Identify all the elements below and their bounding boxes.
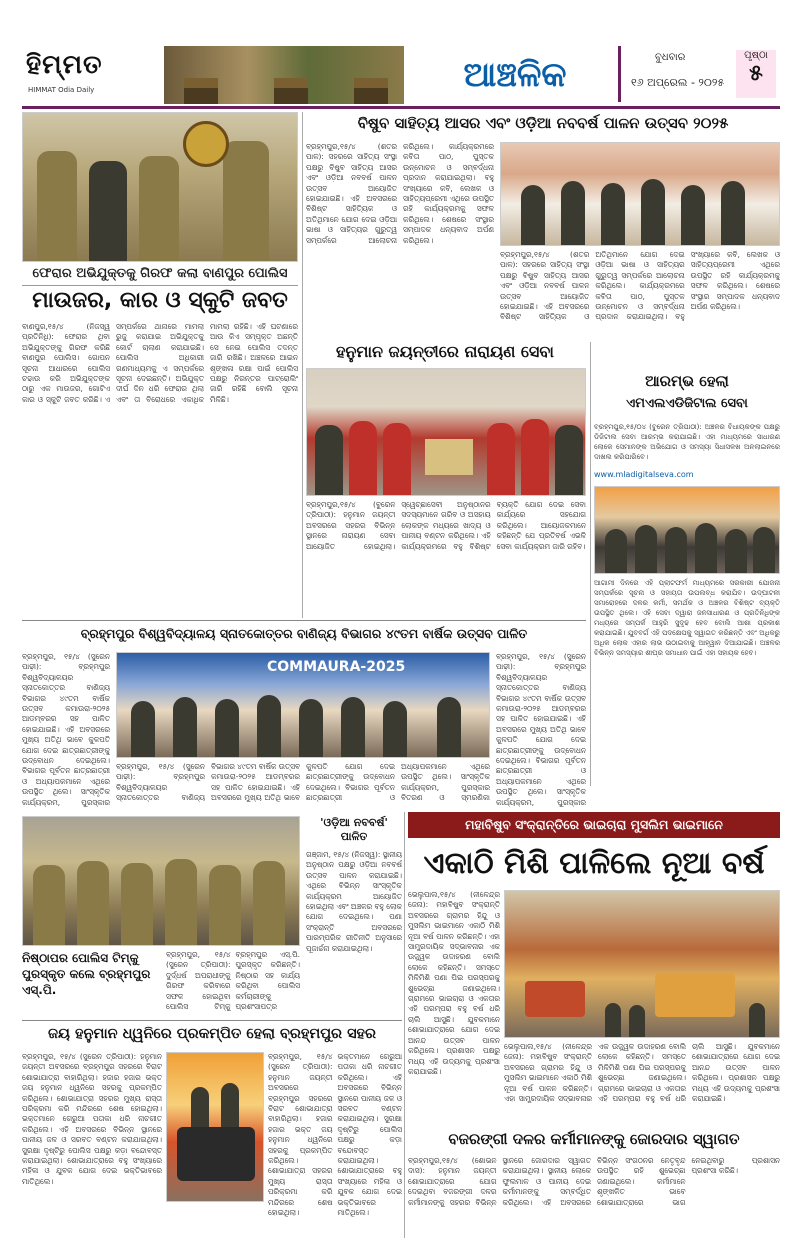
column-divider [590, 342, 591, 786]
person-figure [641, 179, 665, 245]
person-figure [341, 697, 365, 757]
police-body: ବାଣପୁର,୧୫/୪ (ନିଜସ୍ୱ ପ୍ରତିନିଧି): ଫେରାର ଥିବା ଅଭିଯୁକ୍ତଙ୍କୁ ଗିରଫ କରିଛି ବାଣପୁର ପୋଲିସ। ଗୋପନ ସୂଚନା ଆଧାରରେ ପୋଲିସ ଚଢାଉ କରି ଅଭିଯୁକ୍ତଙ୍କ ଠାରୁ ଏକ ମାଉଜର, ଗୋଟିଏ କାର ଓ ସ୍କୁଟି ଜବତ କରିଛି। ଏ ସମ୍ପର୍କରେ ଥାନାରେ ମାମଲା ରୁଜୁ କରାଯାଇ ଅଭିଯୁକ୍ତକୁ କୋର୍ଟ ଚାଲାଣ କରାଯାଇଛି। ପୋଲିସ ଅଧିକାରୀ ଗଣମାଧ୍ୟମକୁ ଏ ସମ୍ପର୍କରେ ସୂଚନା ଦେଇଛନ୍ତି। ଅଭିଯୁକ୍ତ ଦୀର୍ଘ ଦିନ ଧରି ଫେରାର ଥିଲା ଏବଂ ତା ବିରୋଧରେ ଏକାଧିକ ମାମଲା ରହିଛି। ଏହି ଘଟଣାରେ ଆଉ କିଏ ସମ୍ପୃକ୍ତ ଅଛନ୍ତି ସେ ନେଇ ପୋଲିସ ତଦନ୍ତ ଜାରି ରଖିଛି। ଅଞ୍ଚଳରେ ଆଇନ ଶୃଙ୍ଖଳା ରକ୍ଷା ପାଇଁ ପୋଲିସ ପକ୍ଷରୁ ନିରନ୍ତର ପାଟ୍ରୋଲିଂ ଜାରି ରହିଛି ବୋଲି ସୂଚନା ମିଳିଛି। [22, 322, 298, 404]
person-figure [695, 523, 717, 573]
person-figure [349, 421, 377, 495]
issue-date: ୧୬ ଅପ୍ରେଲ - ୨୦୨୫ [631, 76, 725, 89]
procession-photo [504, 890, 780, 1038]
person-figure [299, 699, 323, 757]
masthead-village-image [164, 46, 404, 104]
commaura-event-photo [116, 652, 490, 758]
page-number: ୫ [749, 61, 763, 86]
person-figure [555, 425, 583, 495]
hanuman-seva-headline: ହନୁମାନ ଜୟନ୍ତୀରେ ନାରାୟଣ ସେବା [336, 342, 554, 361]
column-divider [404, 812, 405, 1238]
odia-nababarsha-body: ଗଞ୍ଜାମ, ୧୫/୪ (ନିଜସ୍ୱ): ସ୍ଥାନୀୟ ଅନୁଷ୍ଠାନ ପକ୍ଷରୁ ଓଡ଼ିଆ ନବବର୍ଷ ଉତ୍ସବ ପାଳନ କରାଯାଇଛି। ଏଥିରେ ବିଭିନ୍ନ ସାଂସ୍କୃତିକ କାର୍ଯ୍ୟକ୍ରମ ଆୟୋଜିତ ହୋଇଥିଲା ଏବଂ ଅଞ୍ଚଳର ବହୁ ଲୋକ ଯୋଗ ଦେଇଥିଲେ। ପଣା ସଂକ୍ରାନ୍ତି ଅବସରରେ ପାରମ୍ପରିକ ରୀତିନୀତି ଅନୁସାରେ ପୂଜାର୍ଚ୍ଚନା କରାଯାଇଥିଲା। [306, 850, 402, 953]
mla-launch-photo [594, 486, 780, 574]
commaura-headline: ବ୍ରହ୍ମପୁର ବିଶ୍ୱବିଦ୍ୟାଳୟ ସ୍ନାତକୋତ୍ତର ବାଣିଜ୍ୟ ବିଭାଗର ୪୯ତମ ବାର୍ଷିକ ଉତ୍ସବ ପାଳିତ [80, 626, 528, 641]
person-figure [215, 699, 239, 757]
weekday: ବୁଧବାର [655, 52, 686, 63]
police-headline: ମାଉଜର, କାର ଓ ସ୍କୁଟି ଜବତ [32, 288, 288, 313]
person-figure [383, 423, 411, 495]
person-figure [37, 151, 77, 261]
person-figure [89, 161, 127, 261]
date-box [618, 46, 780, 102]
jai-hanuman-body-continued: ବ୍ରହ୍ମପୁର, ୧୫/୪ (ସୁରେନ ତ୍ରିପାଠୀ): ହନୁମାନ ଜୟନ୍ତୀ ଅବସରରେ ବ୍ରହ୍ମପୁର ସହରରେ ବିରାଟ ଶୋଭାଯାତ୍ରା ବାହାରିଥିଲା। ହଜାର ହଜାର ଭକ୍ତ ଜୟ ହନୁମାନ ଧ୍ୱନିରେ ସହରକୁ ପ୍ରକମ୍ପିତ କରିଥିଲେ। ଶୋଭାଯାତ୍ରା ସହରର ମୁଖ୍ୟ ରାସ୍ତା ପରିକ୍ରମା କରି ମନ୍ଦିରରେ ଶେଷ ହୋଇଥିଲା। ଭକ୍ତମାନେ ଗେରୁଆ ପତାକା ଧରି ନାଚଗୀତ କରିଥିଲେ। ଏହି ଅବସରରେ ବିଭିନ୍ନ ସ୍ଥାନରେ ପାନୀୟ ଜଳ ଓ ସରବତ ବଣ୍ଟନ କରାଯାଇଥିଲା। ସୁରକ୍ଷା ଦୃଷ୍ଟିରୁ ପୋଲିସ ପକ୍ଷରୁ କଡ଼ା ବନ୍ଦୋବସ୍ତ କରାଯାଇଥିଲା। ଶୋଭାଯାତ୍ରାରେ ବହୁ ସଂଖ୍ୟାରେ ମହିଳା ଓ ଯୁବକ ଯୋଗ ଦେଇ ଭକ୍ତିଭାବରେ ମାତିଥିଲେ। [268, 1052, 402, 1218]
mla-headline-line2: ଏମଏଲଏଡିଜିଟାଲ ସେବା [626, 396, 748, 411]
person-figure [121, 863, 153, 945]
muslim-story-banner: ମହାବିଷୁବ ସଂକ୍ରାନ୍ତିରେ ଭାଇଚାରା ମୁସଲିମ ଭାଇମାନେ [408, 812, 780, 838]
page-number-box [736, 50, 776, 98]
person-figure [635, 525, 657, 573]
person-figure [191, 1087, 209, 1127]
hut-shape [184, 78, 218, 104]
sahitya-event-photo [500, 142, 780, 246]
person-figure [253, 861, 285, 945]
person-figure [77, 861, 109, 945]
newspaper-logo[interactable] [22, 46, 162, 106]
muslim-story-headline: ଏକାଠି ମିଶି ପାଳିଲେ ନୂଆ ବର୍ଷ [423, 846, 765, 881]
person-figure [629, 1005, 645, 1037]
jai-hanuman-headline: ଜୟ ହନୁମାନ ଧ୍ୱନିରେ ପ୍ରକମ୍ପିତ ହେଲା ବ୍ରହ୍ମପୁର ସହର [48, 1026, 376, 1042]
person-figure [749, 1003, 765, 1037]
chariot-shape [525, 981, 585, 1017]
person-figure [665, 527, 687, 573]
hanuman-seva-body: ବ୍ରହ୍ମପୁର,୧୫/୪ (ବୁରେନ ତ୍ରିପାଠୀ): ହନୁମାନ ଜୟନ୍ତୀ ଅବସରରେ ସହରର ବିଭିନ୍ନ ସ୍ଥାନରେ ନାରାୟଣ ସେବା ଆୟୋଜିତ ହୋଇଥିଲା। ସ୍ୱେଚ୍ଛାସେବୀ ଅନୁଷ୍ଠାନର ସଦସ୍ୟମାନେ ଗରିବ ଓ ଅସହାୟ ଲୋକଙ୍କ ମଧ୍ୟରେ ଖାଦ୍ୟ ଓ ପାନୀୟ ବଣ୍ଟନ କରିଥିଲେ। ଏହି କାର୍ଯ୍ୟକ୍ରମରେ ବହୁ ବିଶିଷ୍ଟ ବ୍ୟକ୍ତି ଯୋଗ ଦେଇ ସେବା କାର୍ଯ୍ୟରେ ସହଯୋଗ କରିଥିଲେ। ଆୟୋଜକମାନେ କହିଛନ୍ତି ଯେ ପ୍ରତିବର୍ଷ ଏଭଳି ସେବା କାର୍ଯ୍ୟକ୍ରମ ଜାରି ରହିବ। [306, 500, 586, 551]
hut-shape [354, 78, 388, 104]
person-figure [223, 141, 269, 261]
mla-website-link[interactable]: www.mladigitalseva.com [594, 470, 694, 479]
bajrangi-body: ବ୍ରହ୍ମପୁର,୧୫/୪ (ଶୋଭନ ଦାସ): ହନୁମାନ ଜୟନ୍ତୀ ଶୋଭାଯାତ୍ରାରେ ଯୋଗ ଦେଇଥିବା ବଜରଙ୍ଗୀ ଦଳର କର୍ମୀମାନଙ୍କୁ ସହରର ବିଭିନ୍ନ ସ୍ଥାନରେ ଜୋରଦାର ସ୍ୱାଗତ କରାଯାଇଥିଲା। ସ୍ଥାନୀୟ ଲୋକେ ଫୁଲମାଳ ଓ ପାନୀୟ ଦେଇ କର୍ମୀମାନଙ୍କୁ ସମ୍ବର୍ଦ୍ଧିତ କରିଥିଲେ। ଏହି ଅବସରରେ ବିଭିନ୍ନ ସଂଗଠନର ନେତୃବୃନ୍ଦ ଉପସ୍ଥିତ ରହି ଶୁଭେଚ୍ଛା ଜଣାଇଥିଲେ। କର୍ମୀମାନେ ଶୃଙ୍ଖଳିତ ଭାବେ ଶୋଭାଯାତ୍ରାରେ ଭାଗ ନେଇଥିବାରୁ ପ୍ରଶାସନ ପ୍ରଶଂସା କରିଛି। [408, 1156, 780, 1207]
mla-body: ବ୍ରହ୍ମପୁର,୧୫/୦୪ (ବୁରେନ ତ୍ରିପାଠୀ): ଅଞ୍ଚଳର ବିଧାୟକଙ୍କ ପକ୍ଷରୁ ଡିଜିଟାଲ ସେବା ଆରମ୍ଭ କରାଯାଇଛି। ଏହା ମାଧ୍ୟମରେ ସାଧାରଣ ଲୋକେ ସେମାନଙ୍କ ଅଭିଯୋଗ ଓ ସମସ୍ୟା ସିଧାସଳଖ ଅନଲାଇନରେ ଦାଖଲ କରିପାରିବେ। [594, 423, 780, 461]
person-figure [315, 425, 343, 495]
person-figure [221, 1083, 239, 1127]
logo-text: ହିମ୍ମତ [26, 50, 103, 80]
sahitya-headline: ବିଷୁବ ସାହିତ୍ୟ ଆସର ଏବଂ ଓଡ଼ିଆ ନବବର୍ଷ ପାଳନ ଉତ୍ସବ ୨୦୨୫ [357, 114, 729, 132]
masthead [0, 0, 800, 110]
person-figure [487, 423, 515, 495]
hut-shape [274, 78, 308, 104]
person-figure [721, 181, 745, 245]
sahitya-body-continued: ବ୍ରହ୍ମପୁର,୧୫/୪ (ଶତର ପାଳ): ସହରରେ ସାହିତ୍ୟ ସଂସ୍ଥା ପକ୍ଷରୁ ବିଷୁବ ସାହିତ୍ୟ ଆସର ଏବଂ ଓଡ଼ିଆ ନବବର୍ଷ ପାଳନ ଉତ୍ସବ ଆୟୋଜିତ ହୋଇଯାଇଛି। ଏହି ଅବସରରେ ବିଶିଷ୍ଟ ସାହିତ୍ୟିକ ଓ ଅତିଥିମାନେ ଯୋଗ ଦେଇ ଓଡ଼ିଆ ଭାଷା ଓ ସାହିତ୍ୟର ଗୁରୁତ୍ୱ ସମ୍ପର୍କରେ ଆଲୋଚନା କରିଥିଲେ। କାର୍ଯ୍ୟକ୍ରମରେ କବିତା ପାଠ, ପୁସ୍ତକ ଉନ୍ମୋଚନ ଓ ସମ୍ବର୍ଦ୍ଧନା ପ୍ରଦାନ କରାଯାଇଥିଲା। ବହୁ ସଂଖ୍ୟାରେ କବି, ଲେଖକ ଓ ସାହିତ୍ୟପ୍ରେମୀ ଏଥିରେ ଉପସ୍ଥିତ ରହି କାର୍ଯ୍ୟକ୍ରମକୁ ସଫଳ କରିଥିଲେ। ଶେଷରେ ସଂସ୍ଥାର ସମ୍ପାଦକ ଧନ୍ୟବାଦ ଅର୍ପଣ କରିଥିଲେ। [500, 250, 780, 322]
page-label: ପୃଷ୍ଠା [744, 50, 768, 61]
divider [22, 620, 586, 621]
person-figure [605, 1003, 621, 1037]
bajrangi-headline: ବଜରଙ୍ଗୀ ଦଳର କର୍ମୀମାନଙ୍କୁ ଜୋରଦାର ସ୍ୱାଗତ [448, 1130, 740, 1148]
muslim-story-body-continued: ଭେଲୁପାଲ,୧୫/୪ (ନୀଳେନ୍ଦ୍ର ଜେନା): ମହାବିଷୁବ ସଂକ୍ରାନ୍ତି ଅବସରରେ ଗ୍ରାମର ହିନ୍ଦୁ ଓ ମୁସଲିମ ଭାଇମାନେ ଏକାଠି ମିଶି ନୂଆ ବର୍ଷ ପାଳନ କରିଛନ୍ତି। ଏହା ସାମ୍ପ୍ରଦାୟିକ ସଦ୍‌ଭାବନାର ଏକ ଉଜ୍ଜ୍ୱଳ ଉଦାହରଣ ବୋଲି ଲୋକେ କହିଛନ୍ତି। ସମସ୍ତେ ମିଳିମିଶି ପଣା ପିଇ ପରସ୍ପରକୁ ଶୁଭେଚ୍ଛା ଜଣାଇଥିଲେ। ଗ୍ରାମରେ ଭାଇଚାରା ଓ ଏକତାର ଏହି ପରମ୍ପରା ବହୁ ବର୍ଷ ଧରି ଚାଲି ଆସୁଛି। ଯୁବକମାନେ ଶୋଭାଯାତ୍ରାରେ ଯୋଗ ଦେଇ ଆନନ୍ଦ ଉତ୍ସବ ପାଳନ କରିଥିଲେ। ପ୍ରଶାସନ ପକ୍ଷରୁ ମଧ୍ୟ ଏହି ଉଦ୍ୟମକୁ ପ୍ରଶଂସା କରାଯାଇଛି। [504, 1042, 780, 1104]
jeep-shape [177, 1127, 255, 1181]
person-figure [601, 183, 625, 245]
police-award-photo [22, 816, 300, 946]
person-figure [33, 865, 65, 945]
sahitya-body: ବ୍ରହ୍ମପୁର,୧୫/୪ (ଶତର ପାଳ): ସହରରେ ସାହିତ୍ୟ ସଂସ୍ଥା ପକ୍ଷରୁ ବିଷୁବ ସାହିତ୍ୟ ଆସର ଏବଂ ଓଡ଼ିଆ ନବବର୍ଷ ପାଳନ ଉତ୍ସବ ଆୟୋଜିତ ହୋଇଯାଇଛି। ଏହି ଅବସରରେ ବିଶିଷ୍ଟ ସାହିତ୍ୟିକ ଓ ଅତିଥିମାନେ ଯୋଗ ଦେଇ ଓଡ଼ିଆ ଭାଷା ଓ ସାହିତ୍ୟର ଗୁରୁତ୍ୱ ସମ୍ପର୍କରେ ଆଲୋଚନା କରିଥିଲେ। କାର୍ଯ୍ୟକ୍ରମରେ କବିତା ପାଠ, ପୁସ୍ତକ ଉନ୍ମୋଚନ ଓ ସମ୍ବର୍ଦ୍ଧନା ପ୍ରଦାନ କରାଯାଇଥିଲା। ବହୁ ସଂଖ୍ୟାରେ କବି, ଲେଖକ ଓ ସାହିତ୍ୟପ୍ରେମୀ ଏଥିରେ ଉପସ୍ଥିତ ରହି କାର୍ଯ୍ୟକ୍ରମକୁ ସଫଳ କରିଥିଲେ। ଶେଷରେ ସଂସ୍ଥାର ସମ୍ପାଦକ ଧନ୍ୟବାଦ ଅର୍ପଣ କରିଥିଲେ। [306, 142, 494, 245]
police-emblem-icon [183, 121, 229, 167]
mla-headline-line1: ଆରମ୍ଭ ହେଲା [645, 372, 729, 390]
auto-rickshaw-shape [425, 439, 473, 475]
commaura-body-continued: ବ୍ରହ୍ମପୁର, ୧୫/୪ (ସୁରେନ ପାଢ଼ୀ): ବ୍ରହ୍ମପୁର ବିଶ୍ୱବିଦ୍ୟାଳୟର ସ୍ନାତକୋତ୍ତର ବାଣିଜ୍ୟ ବିଭାଗର ୪୯ତମ ବାର୍ଷିକ ଉତ୍ସବ କମାଉରା-୨୦୨୫ ଆଡମ୍ବରର ସହ ପାଳିତ ହୋଇଯାଇଛି। ଏହି ଅବସରରେ ମୁଖ୍ୟ ଅତିଥି ଭାବେ କୁଳପତି ଯୋଗ ଦେଇ ଛାତ୍ରଛାତ୍ରୀଙ୍କୁ ଉଦ୍‌ବୋଧନ ଦେଇଥିଲେ। ବିଭାଗର ପୂର୍ବତନ ଛାତ୍ରଛାତ୍ରୀ ଓ ଅଧ୍ୟାପକମାନେ ଏଥିରେ ଉପସ୍ଥିତ ଥିଲେ। ସାଂସ୍କୃତିକ କାର୍ଯ୍ୟକ୍ରମ, ପୁରସ୍କାର [496, 652, 586, 807]
police-award-body: ବ୍ରହ୍ମପୁର, ୧୫/୪ (ସୁରେନ ତ୍ରିପାଠୀ): ଦୁର୍ଦ୍ଧର୍ଷ ଅପରାଧୀଙ୍କୁ ଗିରଫ କରିବାରେ ସଫଳ ହୋଇଥିବା ପୋଲିସ ଟିମ୍‌କୁ ବ୍ରହ୍ମପୁର ଏସ୍.ପି. ପୁରସ୍କୃତ କରିଛନ୍ତି। ନିଷ୍ଠାର ସହ କାର୍ଯ୍ୟ କରିଥିବା ପୋଲିସ କର୍ମଚାରୀଙ୍କୁ ପ୍ରଶଂସାପତ୍ର [166, 950, 300, 1012]
chariot-shape [655, 973, 735, 1017]
person-figure [209, 865, 241, 945]
mla-body-continued: ଆଗାମୀ ଦିନରେ ଏହି ପ୍ଲାଟଫର୍ମ ମାଧ୍ୟମରେ ସରକାରୀ ଯୋଜନା ସମ୍ପର୍କରେ ସୂଚନା ଓ ସହାୟତା ଉପଲବ୍ଧ କରାଯିବ। ଉଦ୍‌ଘାଟନୀ ସମାରୋହରେ ଦଳର କର୍ମୀ, ସମର୍ଥକ ଓ ଅଞ୍ଚଳର ବିଶିଷ୍ଟ ବ୍ୟକ୍ତି ଉପସ୍ଥିତ ଥିଲେ। ଏହି ସେବା ଦ୍ୱାରା ଜନସାଧାରଣ ଓ ପ୍ରତିନିଧିଙ୍କ ମଧ୍ୟରେ ସମ୍ପର୍କ ଆହୁରି ସୁଦୃଢ ହେବ ବୋଲି ଆଶା ପ୍ରକାଶ କରାଯାଇଛି। ଯୁବବର୍ଗ ଏହି ପଦକ୍ଷେପକୁ ସ୍ୱାଗତ କରିଛନ୍ତି ଏବଂ ଅଧିକରୁ ଅଧିକ ଲୋକ ଏହାର ଲାଭ ଉଠାଇବାକୁ ଆହ୍ୱାନ ଦିଆଯାଇଛି। ଅଞ୍ଚଳର ବିଭିନ୍ନ ସମସ୍ୟାର ଶୀଘ୍ର ସମାଧାନ ପାଇଁ ଏହା ସହାୟକ ହେବ। [594, 579, 780, 657]
person-figure [139, 156, 179, 261]
muslim-story-body: ଭେଲୁପାଲ,୧୫/୪ (ନୀଳେନ୍ଦ୍ର ଜେନା): ମହାବିଷୁବ ସଂକ୍ରାନ୍ତି ଅବସରରେ ଗ୍ରାମର ହିନ୍ଦୁ ଓ ମୁସଲିମ ଭାଇମାନେ ଏକାଠି ମିଶି ନୂଆ ବର୍ଷ ପାଳନ କରିଛନ୍ତି। ଏହା ସାମ୍ପ୍ରଦାୟିକ ସଦ୍‌ଭାବନାର ଏକ ଉଜ୍ଜ୍ୱଳ ଉଦାହରଣ ବୋଲି ଲୋକେ କହିଛନ୍ତି। ସମସ୍ତେ ମିଳିମିଶି ପଣା ପିଇ ପରସ୍ପରକୁ ଶୁଭେଚ୍ଛା ଜଣାଇଥିଲେ। ଗ୍ରାମରେ ଭାଇଚାରା ଓ ଏକତାର ଏହି ପରମ୍ପରା ବହୁ ବର୍ଷ ଧରି ଚାଲି ଆସୁଛି। ଯୁବକମାନେ ଶୋଭାଯାତ୍ରାରେ ଯୋଗ ଦେଇ ଆନନ୍ଦ ଉତ୍ସବ ପାଳନ କରିଥିଲେ। ପ୍ରଶାସନ ପକ୍ଷରୁ ମଧ୍ୟ ଏହି ଉଦ୍ୟମକୁ ପ୍ରଶଂସା କରାଯାଇଛି। [408, 890, 500, 1076]
person-figure [605, 529, 627, 573]
commaura-banner-text: COMMAURA-2025 [267, 659, 406, 675]
column-divider [302, 112, 303, 618]
hanuman-seva-photo [306, 368, 586, 496]
jai-hanuman-body: ବ୍ରହ୍ମପୁର, ୧୫/୪ (ସୁରେନ ତ୍ରିପାଠୀ): ହନୁମାନ ଜୟନ୍ତୀ ଅବସରରେ ବ୍ରହ୍ମପୁର ସହରରେ ବିରାଟ ଶୋଭାଯାତ୍ରା ବାହାରିଥିଲା। ହଜାର ହଜାର ଭକ୍ତ ଜୟ ହନୁମାନ ଧ୍ୱନିରେ ସହରକୁ ପ୍ରକମ୍ପିତ କରିଥିଲେ। ଶୋଭାଯାତ୍ରା ସହରର ମୁଖ୍ୟ ରାସ୍ତା ପରିକ୍ରମା କରି ମନ୍ଦିରରେ ଶେଷ ହୋଇଥିଲା। ଭକ୍ତମାନେ ଗେରୁଆ ପତାକା ଧରି ନାଚଗୀତ କରିଥିଲେ। ଏହି ଅବସରରେ ବିଭିନ୍ନ ସ୍ଥାନରେ ପାନୀୟ ଜଳ ଓ ସରବତ ବଣ୍ଟନ କରାଯାଇଥିଲା। ସୁରକ୍ଷା ଦୃଷ୍ଟିରୁ ପୋଲିସ ପକ୍ଷରୁ କଡ଼ା ବନ୍ଦୋବସ୍ତ କରାଯାଇଥିଲା। ଶୋଭାଯାତ୍ରାରେ ବହୁ ସଂଖ୍ୟାରେ ମହିଳା ଓ ଯୁବକ ଯୋଗ ଦେଇ ଭକ୍ତିଭାବରେ ମାତିଥିଲେ। [22, 1052, 162, 1186]
person-figure [131, 701, 155, 757]
person-figure [437, 697, 461, 757]
rally-jeep-photo [166, 1052, 264, 1202]
divider [22, 1020, 402, 1021]
person-figure [165, 859, 197, 945]
person-figure [521, 185, 545, 245]
masthead-rule [22, 106, 780, 109]
person-figure [725, 529, 747, 573]
odia-nababarsha-headline: 'ଓଡ଼ିଆ ନବବର୍ଷ' ପାଳିତ [320, 816, 388, 843]
person-figure [257, 695, 281, 757]
person-figure [681, 185, 705, 245]
logo-subtitle: HIMMAT Odia Daily [28, 86, 95, 94]
person-figure [521, 419, 549, 495]
commaura-body-intro: ବ୍ରହ୍ମପୁର, ୧୫/୪ (ସୁରେନ ପାଢ଼ୀ): ବ୍ରହ୍ମପୁର ବିଶ୍ୱବିଦ୍ୟାଳୟର ସ୍ନାତକୋତ୍ତର ବାଣିଜ୍ୟ ବିଭାଗର ୪୯ତମ ବାର୍ଷିକ ଉତ୍ସବ କମାଉରା-୨୦୨୫ ଆଡମ୍ବରର ସହ ପାଳିତ ହୋଇଯାଇଛି। ଏହି ଅବସରରେ ମୁଖ୍ୟ ଅତିଥି ଭାବେ କୁଳପତି ଯୋଗ ଦେଇ ଛାତ୍ରଛାତ୍ରୀଙ୍କୁ ଉଦ୍‌ବୋଧନ ଦେଇଥିଲେ। ବିଭାଗର ପୂର୍ବତନ ଛାତ୍ରଛାତ୍ରୀ ଓ ଅଧ୍ୟାପକମାନେ ଏଥିରେ ଉପସ୍ଥିତ ଥିଲେ। ସାଂସ୍କୃତିକ କାର୍ଯ୍ୟକ୍ରମ, ପୁରସ୍କାର [22, 652, 110, 807]
police-press-photo [22, 112, 298, 262]
section-title: ଆଞ୍ଚଳିକ [463, 55, 567, 95]
person-figure [383, 701, 407, 757]
person-figure [173, 697, 197, 757]
police-kicker: ଫେରାର ଅଭିଯୁକ୍ତକୁ ଗିରଫ କଲା ବାଣପୁର ପୋଲିସ [22, 266, 298, 286]
person-figure [753, 527, 775, 573]
person-figure [561, 181, 585, 245]
police-award-caption: ନିଷ୍ଠାପର ପୋଲିସ ଟିମ୍‌କୁ ପୁରସ୍କୃତ କଲେ ବ୍ରହ୍ମପୁର ଏସ୍.ପି. [22, 951, 151, 997]
commaura-body: ବ୍ରହ୍ମପୁର, ୧୫/୪ (ସୁରେନ ପାଢ଼ୀ): ବ୍ରହ୍ମପୁର ବିଶ୍ୱବିଦ୍ୟାଳୟର ସ୍ନାତକୋତ୍ତର ବାଣିଜ୍ୟ ବିଭାଗର ୪୯ତମ ବାର୍ଷିକ ଉତ୍ସବ କମାଉରା-୨୦୨୫ ଆଡମ୍ବରର ସହ ପାଳିତ ହୋଇଯାଇଛି। ଏହି ଅବସରରେ ମୁଖ୍ୟ ଅତିଥି ଭାବେ କୁଳପତି ଯୋଗ ଦେଇ ଛାତ୍ରଛାତ୍ରୀଙ୍କୁ ଉଦ୍‌ବୋଧନ ଦେଇଥିଲେ। ବିଭାଗର ପୂର୍ବତନ ଛାତ୍ରଛାତ୍ରୀ ଓ ଅଧ୍ୟାପକମାନେ ଏଥିରେ ଉପସ୍ଥିତ ଥିଲେ। ସାଂସ୍କୃତିକ କାର୍ଯ୍ୟକ୍ରମ, ପୁରସ୍କାର ବିତରଣ ଓ ସ୍ମରଣିକା [116, 762, 490, 803]
